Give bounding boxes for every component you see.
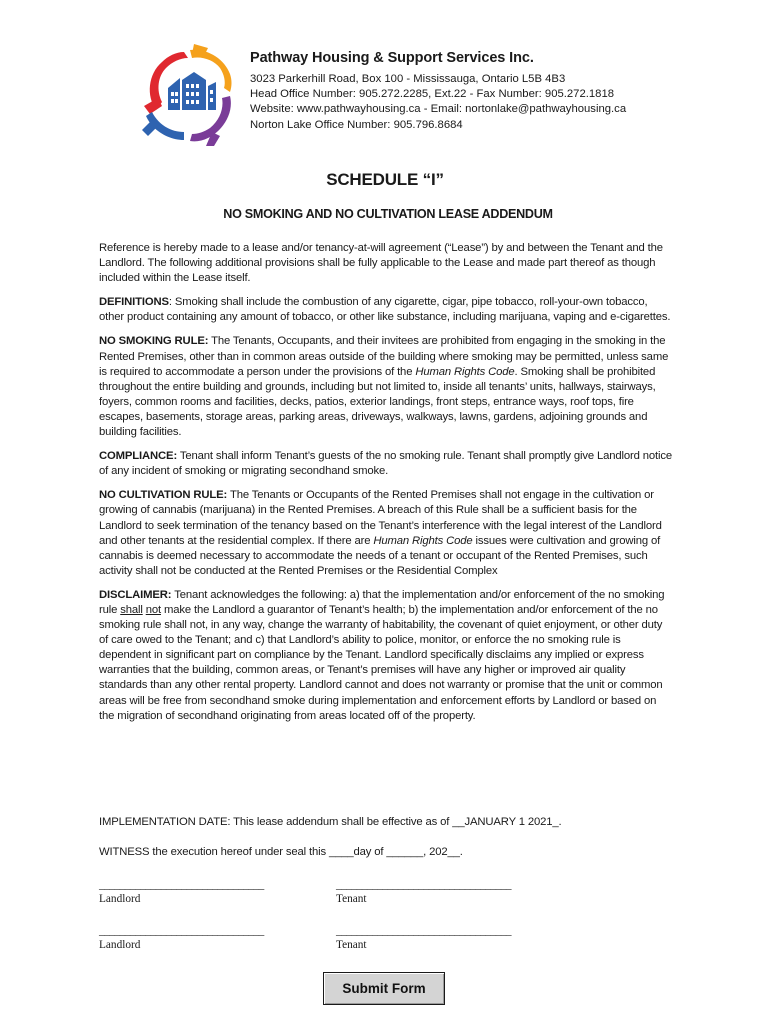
signature-line[interactable]: __________________________________: [336, 925, 512, 937]
landlord-label: Landlord: [99, 939, 141, 951]
tenant-label: Tenant: [336, 939, 367, 951]
website-email: Website: www.pathwayhousing.ca - Email: nortonlake@pathwayhousing.ca: [250, 103, 627, 116]
no-cultivation-text-2: issues were cultivation and growing of cannabis is deemed necessary to accommodate the needs of a tenant or occupant of the Rented Premises, such activity shall not be conducted at the Rented Premises or the Residential Complex: [99, 534, 661, 577]
signature-line[interactable]: ________________________________: [99, 879, 264, 891]
pathway-logo: [138, 44, 238, 146]
tenant-signature-1[interactable]: [336, 879, 511, 905]
tenant-label: Tenant: [336, 893, 367, 905]
disclaimer-paragraph: [99, 588, 674, 724]
no-smoking-code-ref: Human Rights Code: [415, 365, 515, 378]
compliance-heading: COMPLIANCE:: [99, 450, 178, 463]
no-cultivation-text-1: The Tenants or Occupants of the Rented Premises shall not engage in the cultivation or growing of cannabis (marijuana) in the Rented Premises. A breach of this Rule shall be a sufficient basis for the Landlord to seek termination of the tenancy based on the Tenant’s interference with the legal interest of the Landlord and other tenants at the residential complex. If there are: [99, 489, 662, 547]
signature-line[interactable]: __________________________________: [336, 879, 512, 891]
head-office-number: Head Office Number: 905.272.2285, Ext.22 - Fax Number: 905.272.1818: [250, 88, 615, 101]
submit-form-button[interactable]: Submit Form: [323, 972, 445, 1005]
no-smoking-text-1: The Tenants, Occupants, and their invitees are prohibited from engaging in the smoking in the Rented Premises, other than in common areas outside of the building where smoking may be permitted, unless same is required to accommodate a person under the provisions of the: [99, 335, 669, 378]
organization-name: Pathway Housing & Support Services Inc.: [250, 50, 534, 66]
landlord-label: Landlord: [99, 893, 141, 905]
compliance-paragraph: [99, 449, 674, 479]
organization-header: [250, 50, 720, 133]
definitions-heading: DEFINITIONS: [99, 296, 169, 309]
disclaimer-heading: DISCLAIMER:: [99, 588, 172, 601]
no-smoking-text-2: . Smoking shall be prohibited throughout the entire building and grounds, including but not limited to, inside all tenants’ units, hallways, stairways, foyers, common rooms and facilities, decks, patios, exterior landings, front steps, entrance ways, roof tops, fire escapes, basements, storage areas, parking areas, driveways, walkways, lawns, gardens, adjoining grounds and building facilities.: [99, 365, 656, 439]
compliance-text: Tenant shall inform Tenant’s guests of the no smoking rule. Tenant shall promptly give Landlord notice of any incident of smoking or migrating secondhand smoke.: [99, 450, 672, 478]
signature-line[interactable]: ________________________________: [99, 925, 264, 937]
no-cultivation-code-ref: Human Rights Code: [373, 534, 473, 547]
addendum-body: [99, 241, 674, 733]
implementation-date: IMPLEMENTATION DATE: This lease addendum shall be effective as of __JANUARY 1 2021_.: [99, 816, 562, 828]
witness-line: WITNESS the execution hereof under seal this ____day of ______, 202__.: [99, 846, 463, 858]
no-cultivation-heading: NO CULTIVATION RULE:: [99, 489, 228, 502]
norton-lake-number: Norton Lake Office Number: 905.796.8684: [250, 118, 463, 131]
disclaimer-text-1: Tenant acknowledges the following: a) that the implementation and/or enforcement of the no smoking rule: [99, 588, 665, 616]
definitions-paragraph: [99, 295, 674, 325]
no-cultivation-paragraph: [99, 488, 674, 579]
disclaimer-text-2: make the Landlord a guarantor of Tenant’s health; b) the implementation and/or enforcement of the no smoking rule shall not, in any way, change the warranty of habitability, the covenant of quiet enjoyment, or other duty of care owed to the Tenant; and c) that Landlord’s ability to police, monitor, or enforce the no smoking rule is dependent in significant part on compliance by the Tenant. Landlord specifically disclaims any implied or express warranties that the building, common areas, or Tenant’s premises will have any higher or improved air quality standards than any other rental property. Landlord cannot and does not warranty or promise that the unit or common areas will be free from secondhand smoke during implementation and enforcement efforts by Landlord or based on the migration of secondhand originating from areas located off of the property.: [99, 603, 663, 722]
tenant-signature-2[interactable]: [336, 925, 511, 951]
document-title: NO SMOKING AND NO CULTIVATION LEASE ADDENDUM: [223, 207, 553, 221]
definitions-text: : Smoking shall include the combustion of any cigarette, cigar, pipe tobacco, roll-your-own tobacco, other product containing any amount of tobacco, or other like substance, including marijuana, vaping and e-cigarettes.: [99, 296, 671, 324]
landlord-signature-1[interactable]: [99, 879, 264, 905]
landlord-signature-2[interactable]: [99, 925, 264, 951]
logo-hands-house-icon: [138, 44, 238, 146]
schedule-title: SCHEDULE “I”: [326, 170, 444, 189]
no-smoking-paragraph: [99, 334, 674, 440]
no-smoking-heading: NO SMOKING RULE:: [99, 335, 209, 348]
disclaimer-not: not: [145, 603, 161, 616]
organization-address: 3023 Parkerhill Road, Box 100 - Mississauga, Ontario L5B 4B3: [250, 73, 566, 85]
intro-paragraph: Reference is hereby made to a lease and/or tenancy-at-will agreement (“Lease”) by and between the Tenant and the Landlord. The following additional provisions shall be fully applicable to the Lease and made part thereof as though included within the Lease itself.: [99, 242, 663, 285]
disclaimer-shall: shall: [120, 603, 143, 616]
